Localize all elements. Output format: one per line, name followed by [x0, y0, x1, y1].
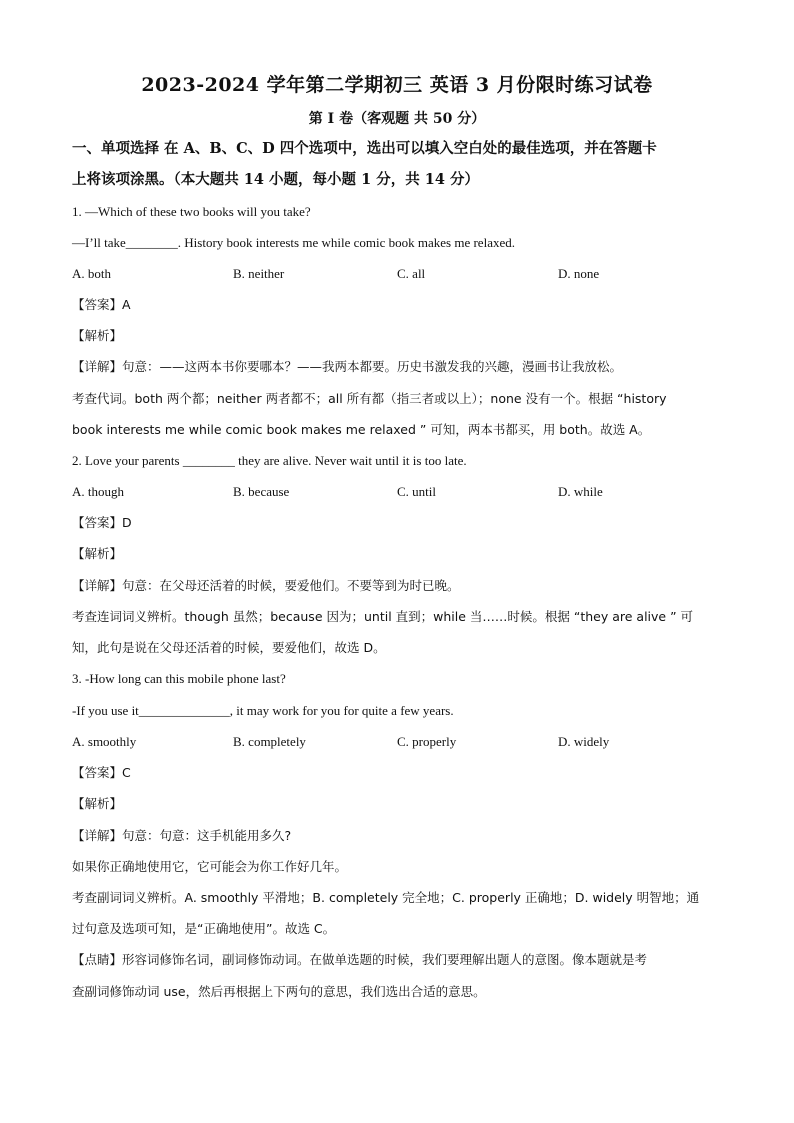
q1-option-b: B. neither — [233, 266, 285, 281]
q2-option-c: C. until — [397, 484, 437, 499]
section-heading-line2: 上将该项涂黑。（本大题共 14 小题，每小题 1 分，共 14 分） — [72, 171, 479, 188]
q1-stem-line1: 1. —Which of these two books will you take? — [72, 204, 311, 219]
q1-option-a: A. both — [72, 266, 111, 281]
q3-stem-line2: -If you use it______________, it may work for you for quite a few years. — [72, 703, 454, 718]
q3-option-d: D. widely — [558, 734, 610, 749]
q1-analysis-label: 【解析】 — [72, 328, 123, 343]
q3-explanation-line1: 考查副词词义辨析。A. smoothly 平滑地；B. completely 完全地；C. properly 正确地；D. widely 明智地；通 — [72, 890, 700, 905]
q3-tip-line1: 【点睛】形容词修饰名词，副词修饰动词。在做单选题的时候，我们要理解出题人的意图。像本题就是考 — [72, 952, 648, 967]
q2-option-d: D. while — [558, 484, 603, 499]
q1-answer: 【答案】A — [72, 297, 131, 312]
q1-explanation-line2: book interests me while comic book makes me relaxed ” 可知，两本书都买，用 both。故选 A。 — [72, 422, 651, 437]
q1-stem-line2: —I’ll take________. History book interests me while comic book makes me relaxed. — [72, 235, 515, 250]
q3-option-a: A. smoothly — [72, 734, 137, 749]
q2-analysis-label: 【解析】 — [72, 546, 123, 561]
q3-analysis-label: 【解析】 — [72, 796, 123, 811]
q3-option-c: C. properly — [397, 734, 457, 749]
q2-option-a: A. though — [72, 484, 124, 499]
q2-option-b: B. because — [233, 484, 290, 499]
q3-option-b: B. completely — [233, 734, 306, 749]
q1-option-c: C. all — [397, 266, 426, 281]
q3-translation: 如果你正确地使用它，它可能会为你工作好几年。 — [72, 859, 348, 874]
q3-answer: 【答案】C — [72, 765, 131, 780]
section-heading-line1: 一、单项选择 在 A、B、C、D 四个选项中，选出可以填入空白处的最佳选项，并在答题卡 — [72, 140, 657, 157]
q2-stem: 2. Love your parents ________ they are alive. Never wait until it is too late. — [72, 453, 467, 468]
q1-option-d: D. none — [558, 266, 600, 281]
q2-explanation-line2: 知，此句是说在父母还活着的时候，要爱他们，故选 D。 — [72, 640, 386, 655]
q2-answer: 【答案】D — [72, 515, 132, 530]
q3-stem-line1: 3. -How long can this mobile phone last? — [72, 671, 286, 686]
q1-detail: 【详解】句意：——这两本书你要哪本？——我两本都要。历史书激发我的兴趣，漫画书让我放松。 — [72, 359, 623, 374]
exam-subtitle: 第 I 卷（客观题 共 50 分） — [308, 111, 486, 127]
q2-explanation-line1: 考查连词词义辨析。though 虽然；because 因为；until 直到；while 当……时候。根据 “they are alive ” 可 — [72, 609, 694, 624]
q3-detail: 【详解】句意：句意：这手机能用多久? — [72, 828, 292, 843]
q1-explanation-line1: 考查代词。both 两个都；neither 两者都不；all 所有都（指三者或以上）；none 没有一个。根据 “history — [72, 391, 667, 406]
q2-detail: 【详解】句意：在父母还活着的时候，要爱他们。不要等到为时已晚。 — [72, 578, 460, 593]
q3-explanation-line2: 过句意及选项可知，是“正确地使用”。故选 C。 — [72, 921, 336, 936]
exam-title: 2023-2024 学年第二学期初三 英语 3 月份限时练习试卷 — [141, 74, 653, 96]
q3-tip-line2: 查副词修饰动词 use，然后再根据上下两句的意思，我们选出合适的意思。 — [72, 984, 486, 999]
